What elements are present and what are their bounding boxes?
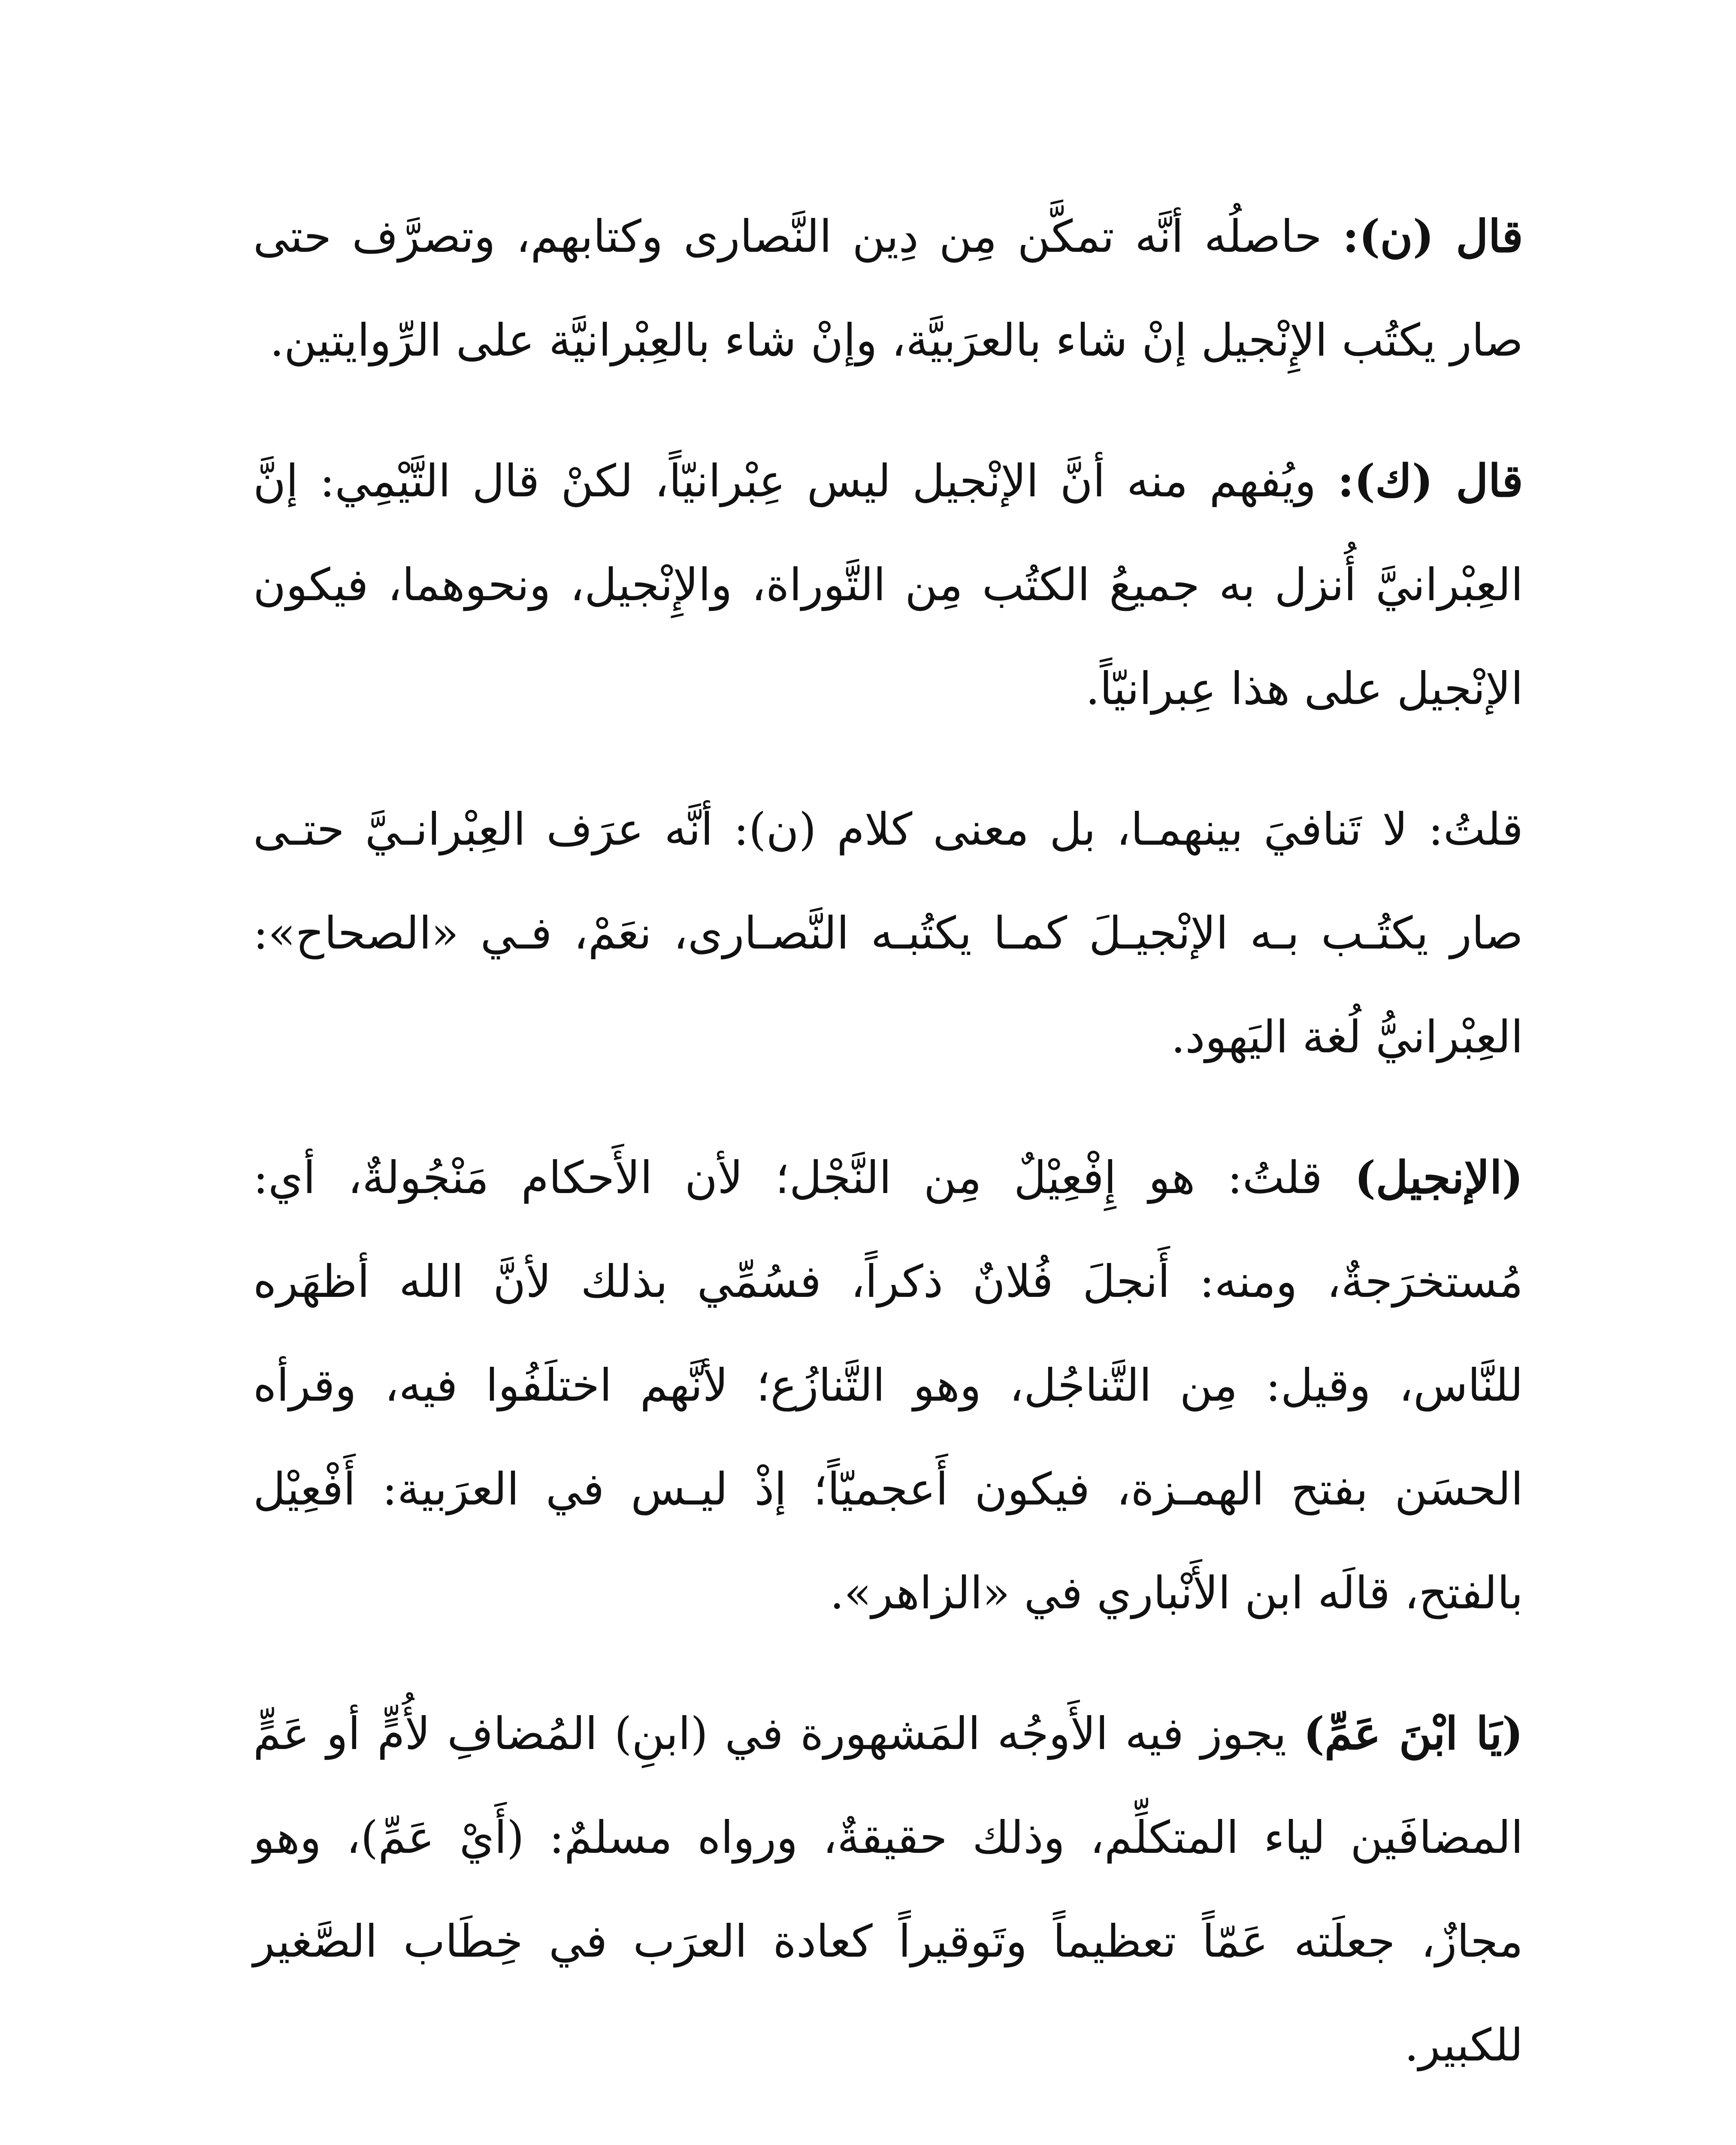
- paragraph-text: قلتُ: لا تَنافيَ بينهمـا، بل معنى كلام (ن): أنَّه عرَف العِبْرانـيَّ حتـى صار يكتُـب بـه الإنْجيـلَ كمـا يكتُبـه النَّصـارى، نعَمْ، فـي «الصحاح»: العِبْرانيُّ لُغة اليَهود.: [253, 803, 1523, 1063]
- paragraph-lead: قال (ن):: [1342, 210, 1524, 263]
- paragraph-lead: قال (ك):: [1337, 454, 1523, 507]
- body-text: [253, 184, 1523, 2145]
- paragraph-1: [253, 184, 1523, 392]
- paragraph-5: [253, 1682, 1523, 2097]
- paragraph-text: يجوز فيه الأَوجُه المَشهورة في (ابنِ) المُضافِ لأُمٍّ أو عَمٍّ المضافَين لياء المتكلِّم، وذلك حقيقةٌ، ورواه مسلمٌ: (أَيْ عَمِّ)، وهو مجازٌ، جعلَته عَمّاً تعظيماً وتَوقيراً كعادة العرَب في خِطَاب الصَّغير للكبير.: [253, 1707, 1523, 2071]
- paragraph-lead: (الإنجيل): [1355, 1151, 1523, 1204]
- paragraph-text: قلتُ: هو إِفْعِيْلٌ مِن النَّجْل؛ لأن الأَحكام مَنْجُولةٌ، أي: مُستخرَجةٌ، ومنه: أَنجلَ فُلانٌ ذكراً، فسُمِّي بذلك لأنَّ الله أظهَره للنَّاس، وقيل: مِن التَّناجُل، وهو التَّنازُع؛ لأنَّهم اختلَفُوا فيه، وقرأه الحسَن بفتح الهمـزة، فيكون أَعجميّاً؛ إذْ ليـس في العرَبية: أَفْعِيْل بالفتح، قالَه ابن الأَنْباري في «الزاهر».: [253, 1151, 1523, 1619]
- paragraph-6: [253, 2134, 1523, 2145]
- paragraph-2: [253, 429, 1523, 740]
- paragraph-4: [253, 1126, 1523, 1645]
- paragraph-text: ويُفهم منه أنَّ الإنْجيل ليس عِبْرانيّاً، لكنْ قال التَّيْمِي: إنَّ العِبْرانيَّ أُنزل به جميعُ الكتُب مِن التَّوراة، والإِنْجيل، ونحوهما، فيكون الإنْجيل على هذا عِبرانيّاً.: [253, 455, 1523, 715]
- paragraph-3: [253, 777, 1523, 1089]
- paragraph-lead: (يَا ابْنَ عَمِّ): [1303, 1707, 1523, 1760]
- paragraph-text: حاصلُه أنَّه تمكَّن مِن دِين النَّصارى وكتابهم، وتصرَّف حتى صار يكتُب الإِنْجيل إنْ شاء بالعرَبيَّة، وإنْ شاء بالعِبْرانيَّة على الرِّوايتين.: [253, 210, 1523, 366]
